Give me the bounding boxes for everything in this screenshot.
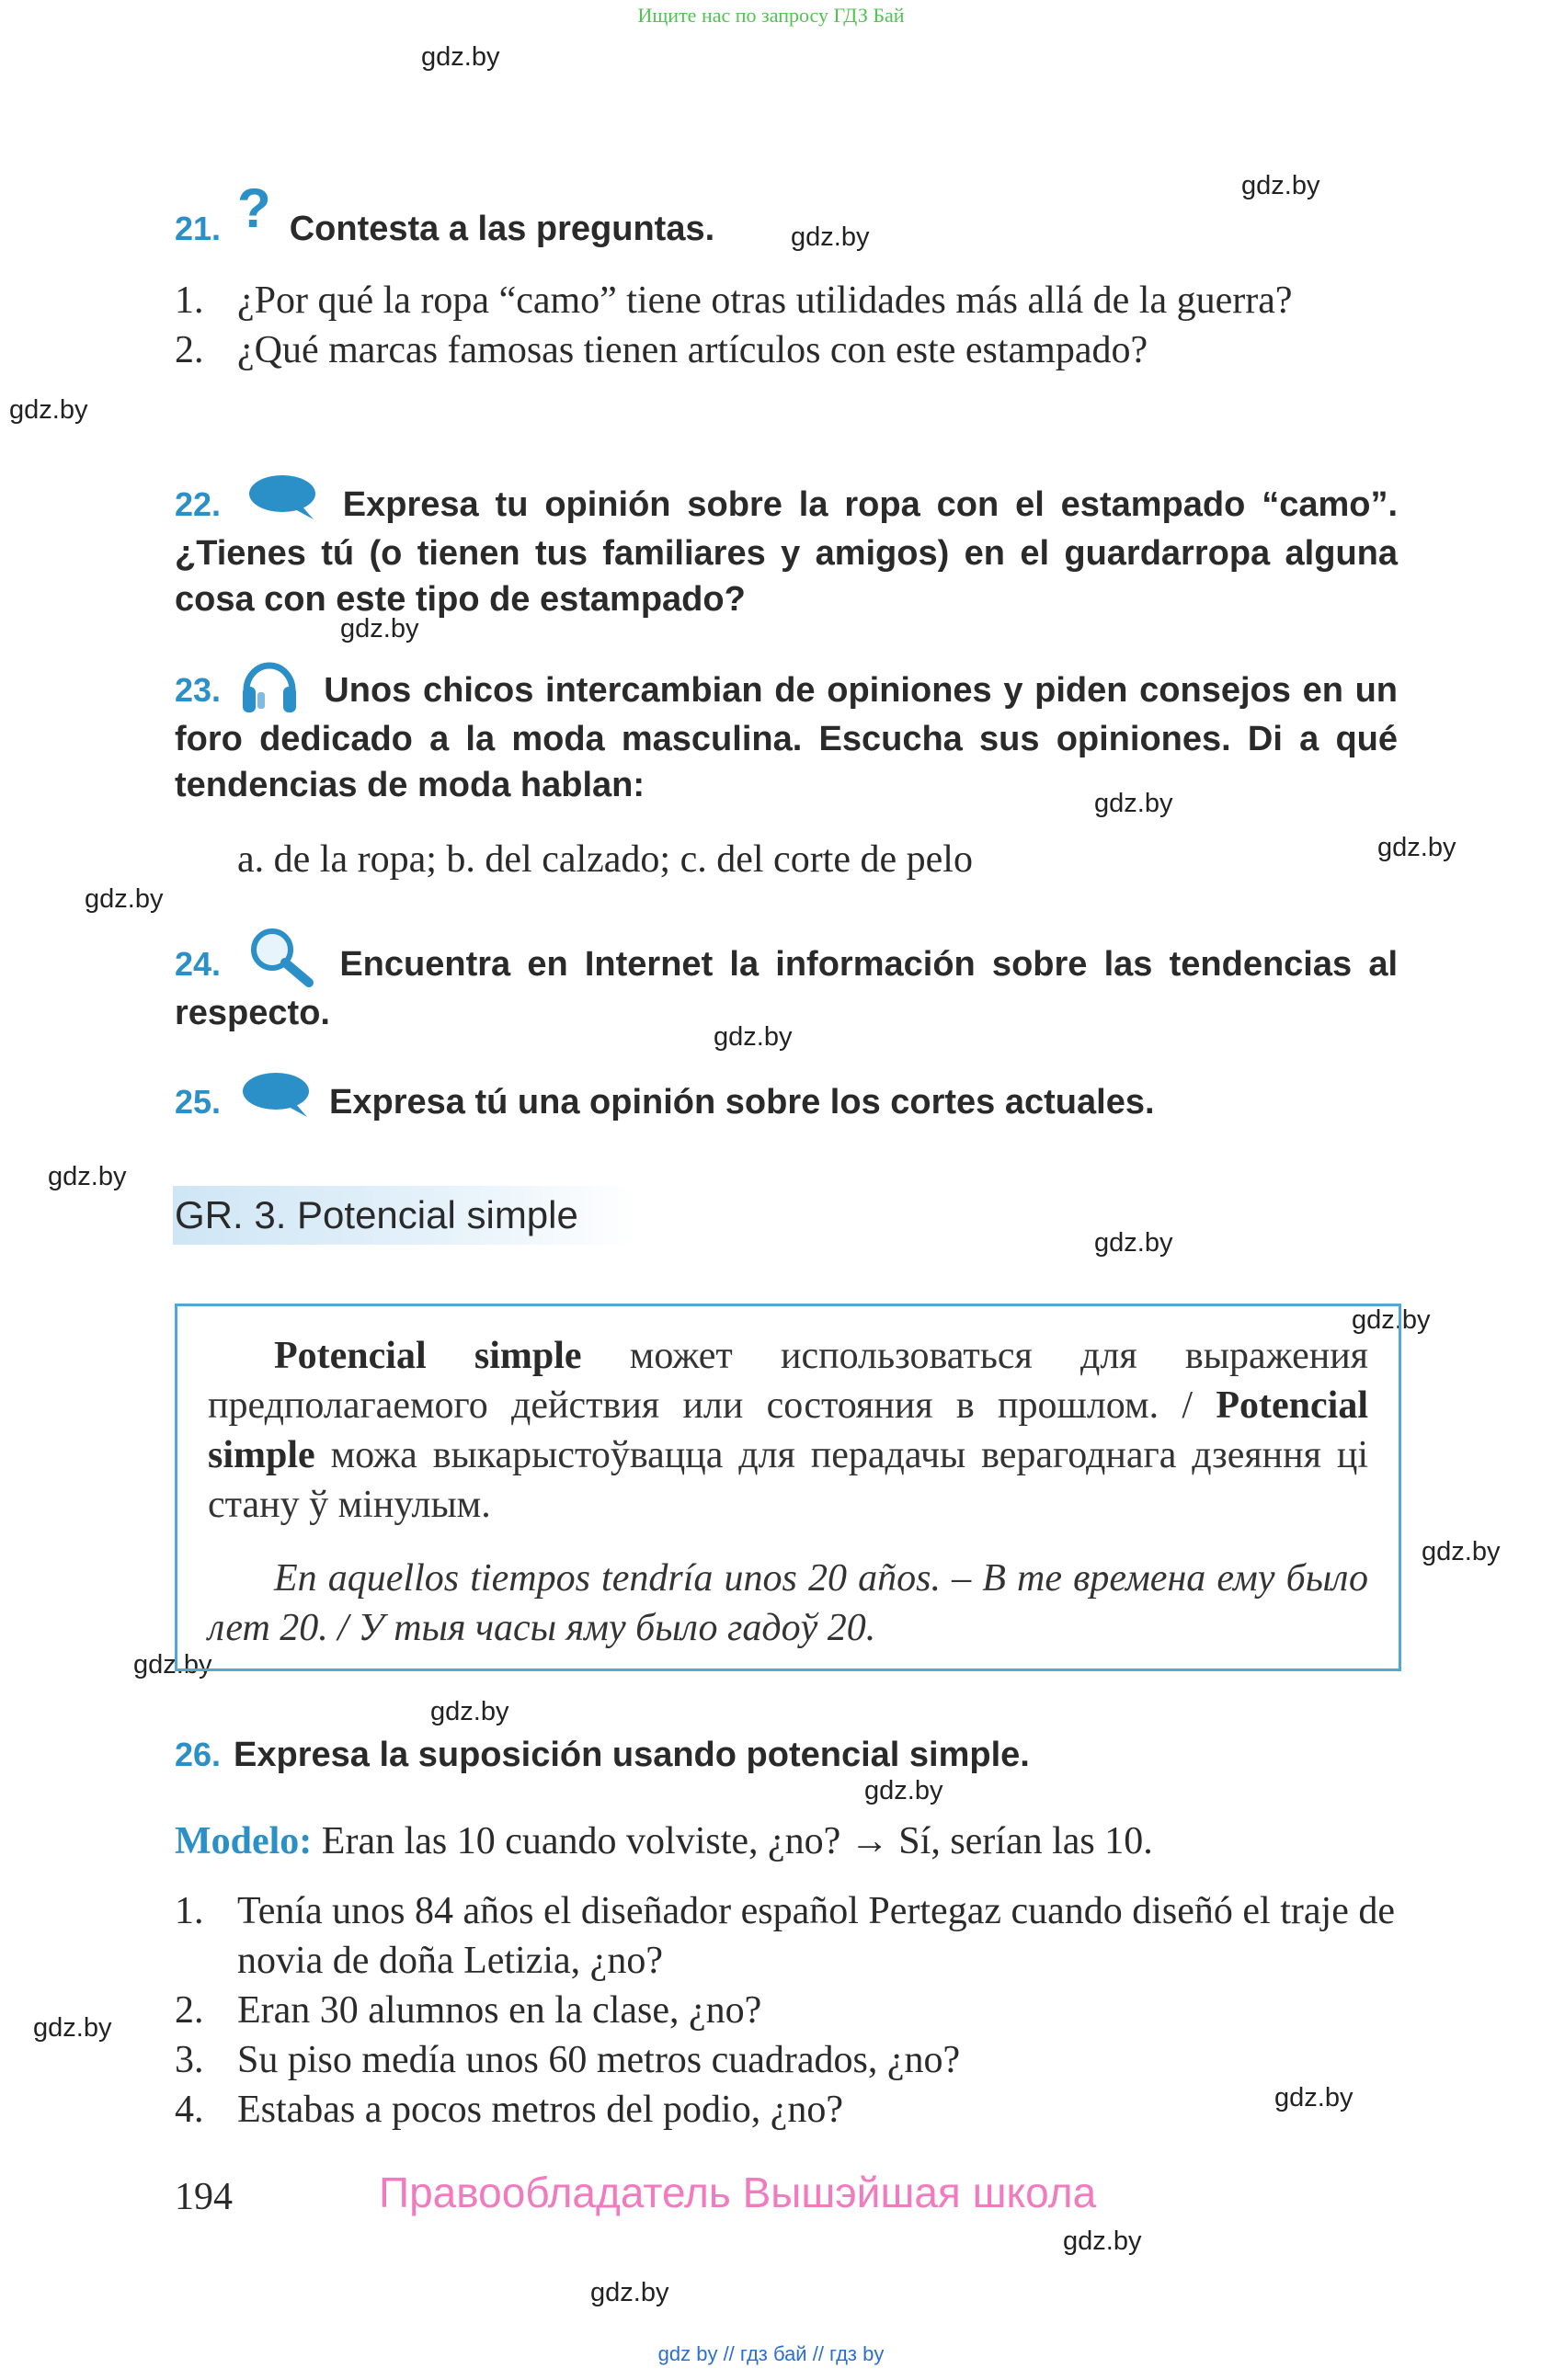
rule-belarusian: можа выкарыстоўвацца для перадачы верагоднага дзеяння ці стану ў мінулым. (208, 1434, 1369, 1526)
watermark: gdz.by (9, 395, 88, 425)
item-text: Tenía unos 84 años el diseñador español Pertegaz cuando diseñó el traje de novia de doña Letizia, ¿no? (237, 1890, 1395, 1982)
list-item (175, 1886, 1407, 1986)
watermark: gdz.by (1422, 1537, 1501, 1566)
watermark: gdz.by (1377, 833, 1456, 862)
task-number: 23. (175, 671, 222, 709)
watermark: gdz.by (133, 1650, 212, 1680)
task-22 (175, 482, 1398, 622)
item-number: 1. (175, 1890, 204, 1932)
task-instruction: Expresa tú una opinión sobre los cortes actuales. (329, 1083, 1155, 1122)
watermark: gdz.by (1241, 171, 1320, 200)
watermark: gdz.by (864, 1776, 943, 1805)
watermark: gdz.by (421, 42, 500, 72)
watermark: gdz.by (1094, 789, 1173, 818)
magnifier-icon (232, 953, 329, 990)
top-banner: Ищите нас по запросу ГДЗ Бай (637, 4, 905, 27)
item-number: 2. (175, 1989, 204, 2032)
watermark: gdz.by (85, 884, 164, 914)
grammar-rule-text (208, 1331, 1368, 1530)
list-item (175, 1986, 1407, 2035)
task-number: 25. (175, 1083, 222, 1121)
question-icon: ? (237, 177, 271, 239)
task-26 (175, 1732, 1398, 1778)
task-23-options: a. de la ropa; b. del calzado; c. del corte de pelo (237, 838, 973, 881)
item-text: Su piso medía unos 60 metros cuadrados, ¿no? (237, 2039, 961, 2081)
watermark: gdz.by (590, 2278, 669, 2307)
item-number: 3. (175, 2039, 204, 2081)
list-item (175, 276, 1407, 325)
task-23 (175, 667, 1398, 808)
watermark: gdz.by (340, 614, 419, 643)
watermark: gdz.by (48, 1162, 127, 1191)
speech-bubble-icon (231, 494, 332, 530)
watermark: gdz.by (430, 1697, 509, 1726)
copyright-notice: Правообладатель Вышэйшая школа (379, 2169, 1097, 2216)
watermark: gdz.by (791, 222, 870, 252)
rule-term: Potencial simple (208, 1384, 1368, 1476)
rule-term: Potencial simple (274, 1335, 582, 1377)
task-instruction: Encuentra en Internet la información sobre las tendencias al respecto. (175, 945, 1399, 1033)
task-instruction: Expresa la suposición usando potencial simple. (234, 1736, 1030, 1774)
model-example (175, 1816, 1153, 1866)
item-number: 2. (175, 329, 204, 371)
list-item (175, 2035, 1407, 2085)
task-26-list (175, 1886, 1407, 2135)
watermark: gdz.by (1352, 1305, 1431, 1335)
example-text: En aquellos tiempos tendría unos 20 años. – В те времена ему было лет 20. / У тыя часы яму было гадоў 20. (208, 1557, 1368, 1649)
page-number: 194 (175, 2176, 233, 2218)
item-text: ¿Por qué la ropa “camo” tiene otras utilidades más allá de la guerra? (237, 279, 1293, 322)
task-number: 26. (175, 1736, 222, 1773)
watermark: gdz.by (714, 1022, 793, 1052)
item-number: 4. (175, 2089, 204, 2131)
item-text: Estabas a pocos metros del podio, ¿no? (237, 2089, 843, 2131)
task-instruction: Expresa tu opinión sobre la ropa con el estampado “camo”. ¿Tienes tú (o tienen tus familiares y amigos) en el guardarropa alguna cosa con este tipo de estampado? (175, 485, 1399, 620)
watermark: gdz.by (1274, 2083, 1354, 2112)
headphones-icon (226, 679, 318, 716)
task-instruction: Contesta a las preguntas. (289, 210, 715, 248)
bottom-links[interactable]: gdz by // гдз бай // гдз by (657, 2342, 885, 2365)
list-item (175, 2085, 1407, 2135)
task-number: 22. (175, 485, 222, 523)
watermark: gdz.by (1094, 1228, 1173, 1258)
speech-bubble-icon (224, 1091, 326, 1128)
watermark: gdz.by (1063, 2226, 1142, 2256)
task-25 (175, 1079, 1398, 1128)
task-number: 21. (175, 210, 222, 247)
item-number: 1. (175, 279, 204, 322)
rule-russian: может использоваться для выражения предполагаемого действия или состояния в прошлом. / (208, 1335, 1369, 1427)
task-24 (175, 941, 1398, 1036)
list-item (175, 325, 1407, 375)
grammar-example (208, 1554, 1368, 1653)
task-21-list (175, 276, 1407, 375)
model-label: Modelo: (175, 1820, 313, 1862)
grammar-section-title: GR. 3. Potencial simple (173, 1186, 637, 1245)
watermark: gdz.by (33, 2013, 112, 2043)
item-text: Eran 30 alumnos en la clase, ¿no? (237, 1989, 762, 2032)
model-text: Eran las 10 cuando volviste, ¿no? → Sí, serían las 10. (321, 1820, 1153, 1862)
item-text: ¿Qué marcas famosas tienen artículos con este estampado? (237, 329, 1148, 371)
task-number: 24. (175, 945, 222, 983)
task-instruction: Unos chicos intercambian de opiniones y piden consejos en un foro dedicado a la moda masculina. Escucha sus opiniones. Di a qué tendencias de moda hablan: (175, 671, 1399, 805)
